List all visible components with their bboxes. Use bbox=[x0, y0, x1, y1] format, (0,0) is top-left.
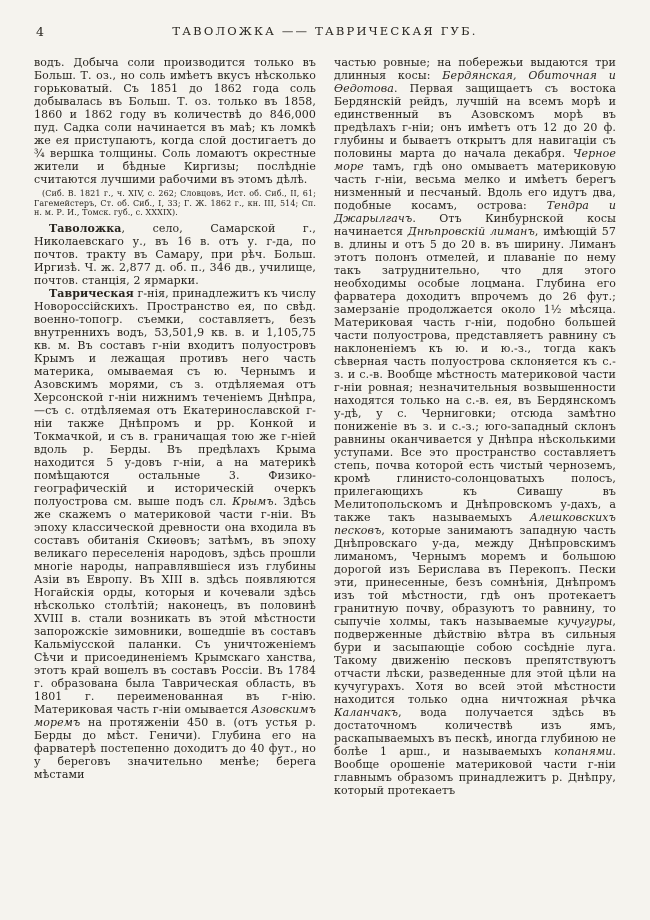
entry-headword: Таврическая bbox=[49, 286, 134, 300]
emphasized-text: кучугуры bbox=[557, 615, 613, 628]
emphasized-text: Крымъ bbox=[232, 494, 274, 508]
body-paragraph bbox=[334, 56, 616, 797]
text-run: , имѣющій 57 в. длины и отъ 5 до 20 в. въ ширину. Лиманъ этотъ полонъ отмелей, и плаваніе по нему такъ затруднительно, что для этого необходимы особые лоцмана. Глубина его фарватера доходитъ впрочемъ до 26 фут.; замерзаніе продолжается около 1½ мѣсяца. Материковая часть г-ніи, подобно большей части полуострова, представляетъ равнину съ наклоненіемъ къ ю. и ю.-з., тогда какъ сѣверная часть полуострова склоняется къ с.-з. и с.-в. Вообще мѣстность материковой части г-ніи ровная; незначительныя возвышенности находятся только на с.-в. ея, въ Бердянскомъ у-дѣ, у с. Черниговки; отсюда замѣтно пониженіе въ з. и с.-з.; юго-западный склонъ равнины оканчивается у Днѣпра нѣсколькими уступами. Все это пространство составляетъ степь, почва которой есть чистый черноземъ, кромѣ глинисто-солонцоватыхъ полосъ, прилегающихъ къ Сивашу въ Мелитопольскомъ и Днѣпровскомъ у-дахъ, а также такъ называемыхъ bbox=[334, 225, 616, 524]
citation-paragraph bbox=[34, 189, 316, 218]
right-column bbox=[334, 56, 616, 797]
text-run: г-нія, принадлежитъ къ числу Новороссійскихъ. Пространство ея, по свѣд. военно-топогр. съемки, составляетъ, безъ внутреннихъ водъ, 53,501,9 кв. в. и 1,105,75 кв. м. Въ составъ г-ніи входитъ полуостровъ Крымъ и лежащая противъ него часть материка, омываемая съ ю. Чернымъ и Азовскимъ морями, съ з. отдѣляемая отъ Херсонской г-ніи нижнимъ теченіемъ Днѣпра,—съ с. отдѣляемая отъ Екатеринославской г-ніи также Днѣпромъ и рр. Конкой и Токмачкой, и съ в. граничащая тою же г-ніей вдоль р. Берды. Въ предѣлахъ Крыма находится 5 у-довъ г-ніи, а на материкѣ помѣщаются остальные 3. Физико-географическій и историческій очеркъ полуострова см. выше подъ сл. bbox=[34, 286, 317, 508]
emphasized-text: Каланчакъ bbox=[334, 706, 399, 719]
text-run: частью ровные; на побережьи выдаются три длинныя косы: bbox=[334, 56, 616, 82]
body-paragraph bbox=[34, 56, 316, 186]
emphasized-text: копанями bbox=[554, 745, 613, 758]
emphasized-text: Днѣпровскій лиманъ bbox=[407, 225, 535, 238]
text-run: , село, Самарской г., Николаевскаго у., въ 16 в. отъ у. г-да, по почтов. тракту въ Самару, при рѣч. Больш. Иргизѣ. Ч. ж. 2,877 д. об. п., 346 дв., училище, почтов. станція, 2 ярмарки. bbox=[34, 221, 316, 287]
emphasized-text: Бердянская, Обиточная и Ѳедотова bbox=[334, 69, 616, 95]
emphasized-text: Тендра и Джарылгачъ bbox=[334, 199, 617, 225]
text-run: . Первая защищаетъ съ востока Бердянскій рейдъ, лучшій на всемъ морѣ и единственный въ Азовскомъ морѣ въ предѣлахъ г-ніи; онъ имѣетъ отъ 12 до 20 ф. глубины и бываетъ открытъ для навигаціи съ половины марта до начала декабря. bbox=[334, 82, 616, 160]
body-paragraph bbox=[34, 287, 316, 781]
text-run: . Здѣсь же скажемъ о материковой части г-ніи. Въ эпоху классической древности она входила въ составъ обитанія Скиѳовъ; затѣмъ, въ эпоху великаго переселенія народовъ, здѣсь прошли многіе народы, направлявшіеся изъ глубины Азіи въ Европу. Въ XIII в. здѣсь появляются Ногайскія орды, которыя и кочевали здѣсь нѣсколько столѣтій; наконецъ, въ половинѣ XVIII в. стали возникать въ этой мѣстности запорожскіе зимовники, вошедшіе въ составъ Кальміусской паланки. Съ уничтоженіемъ Сѣчи и присоединеніемъ Крымскаго ханства, этотъ край вошелъ въ составъ Россіи. Въ 1784 г. образована была Таврическая область, въ 1801 г. переименованная въ г-нію. Материковая часть г-ніи омывается bbox=[34, 494, 316, 716]
emphasized-text: Черное море bbox=[334, 147, 616, 173]
text-run: . Вообще орошеніе материковой части г-ніи главнымъ образомъ принадлежитъ р. Днѣпру, который протекаетъ bbox=[334, 745, 616, 797]
emphasized-text: Азовскимъ моремъ bbox=[34, 702, 317, 729]
text-run: тамъ, гдѣ оно омываетъ материковую часть г-ніи, весьма мелко и имѣетъ берегъ низменный и песчаный. Вдоль его идутъ два, подобные косамъ, острова: bbox=[334, 160, 616, 212]
text-run: . Отъ Кинбурнской косы начинается bbox=[334, 212, 616, 238]
emphasized-text: Алешковскихъ песковъ bbox=[334, 511, 616, 537]
text-run: на протяженіи 450 в. (отъ устья р. Берды до мѣст. Геничи). Глубина его на фарватерѣ постепенно доходитъ до 40 фут., но у береговъ значительно менѣе; берега мѣстами bbox=[34, 715, 316, 781]
text-run: , подверженные дѣйствію вѣтра въ сильныя бури и засыпающіе собою сосѣдніе луга. Такому движенію песковъ препятствуютъ отчасти лѣски, разведенные для этой цѣли на кучугурахъ. Хотя во всей этой мѣстности находится только одна ничтожная рѣчка bbox=[334, 615, 616, 706]
left-column bbox=[34, 56, 316, 797]
text-run: , вода получается здѣсь въ достаточномъ количествѣ изъ ямъ, раскапываемыхъ въ пескѣ, иногда глубиною не болѣе 1 арш., и называемыхъ bbox=[334, 706, 616, 758]
entry-headword: Таволожка bbox=[49, 221, 122, 235]
text-run: (Сиб. В. 1821 г., ч. XIV, с. 262; Словцовъ, Ист. об. Сиб., II, 61; Гагемейстеръ, Ст. об. Сиб., I, 33; Г. Ж. 1862 г., кн. III, 514; Сп. н. м. Р. И., Томск. губ., с. XXXIX). bbox=[34, 189, 316, 217]
page-header bbox=[34, 24, 616, 42]
text-columns bbox=[34, 56, 616, 797]
body-paragraph bbox=[34, 222, 316, 287]
text-run: , которые занимаютъ западную часть Днѣпровскаго у-да, между Днѣпровскимъ лиманомъ, Чернымъ моремъ и большою дорогой изъ Берислава въ Перекопъ. Пески эти, принесенные, безъ сомнѣнія, Днѣпромъ изъ той мѣстности, гдѣ онъ протекаетъ гранитную почву, образуютъ то равнину, то сыпучіе холмы, такъ называемые bbox=[334, 524, 616, 628]
running-title: ТАВОЛОЖКА —— ТАВРИЧЕСКАЯ ГУБ. bbox=[172, 24, 478, 38]
text-run: водъ. Добыча соли производится только въ Больш. Т. оз., но соль имѣетъ вкусъ нѣсколько горьковатый. Съ 1851 до 1862 года соль добывалась въ Больш. Т. оз. только въ 1858, 1860 и 1862 году въ количествѣ до 846,000 пуд. Садка соли начинается въ маѣ; къ ломкѣ же ея приступаютъ, когда слой достигаетъ до ¾ вершка толщины. Соль ломаютъ окрестные жители и бѣдные Киргизы; послѣдніе считаются лучшими рабочими въ этомъ дѣлѣ. bbox=[34, 56, 316, 186]
page-number: 4 bbox=[36, 24, 44, 39]
